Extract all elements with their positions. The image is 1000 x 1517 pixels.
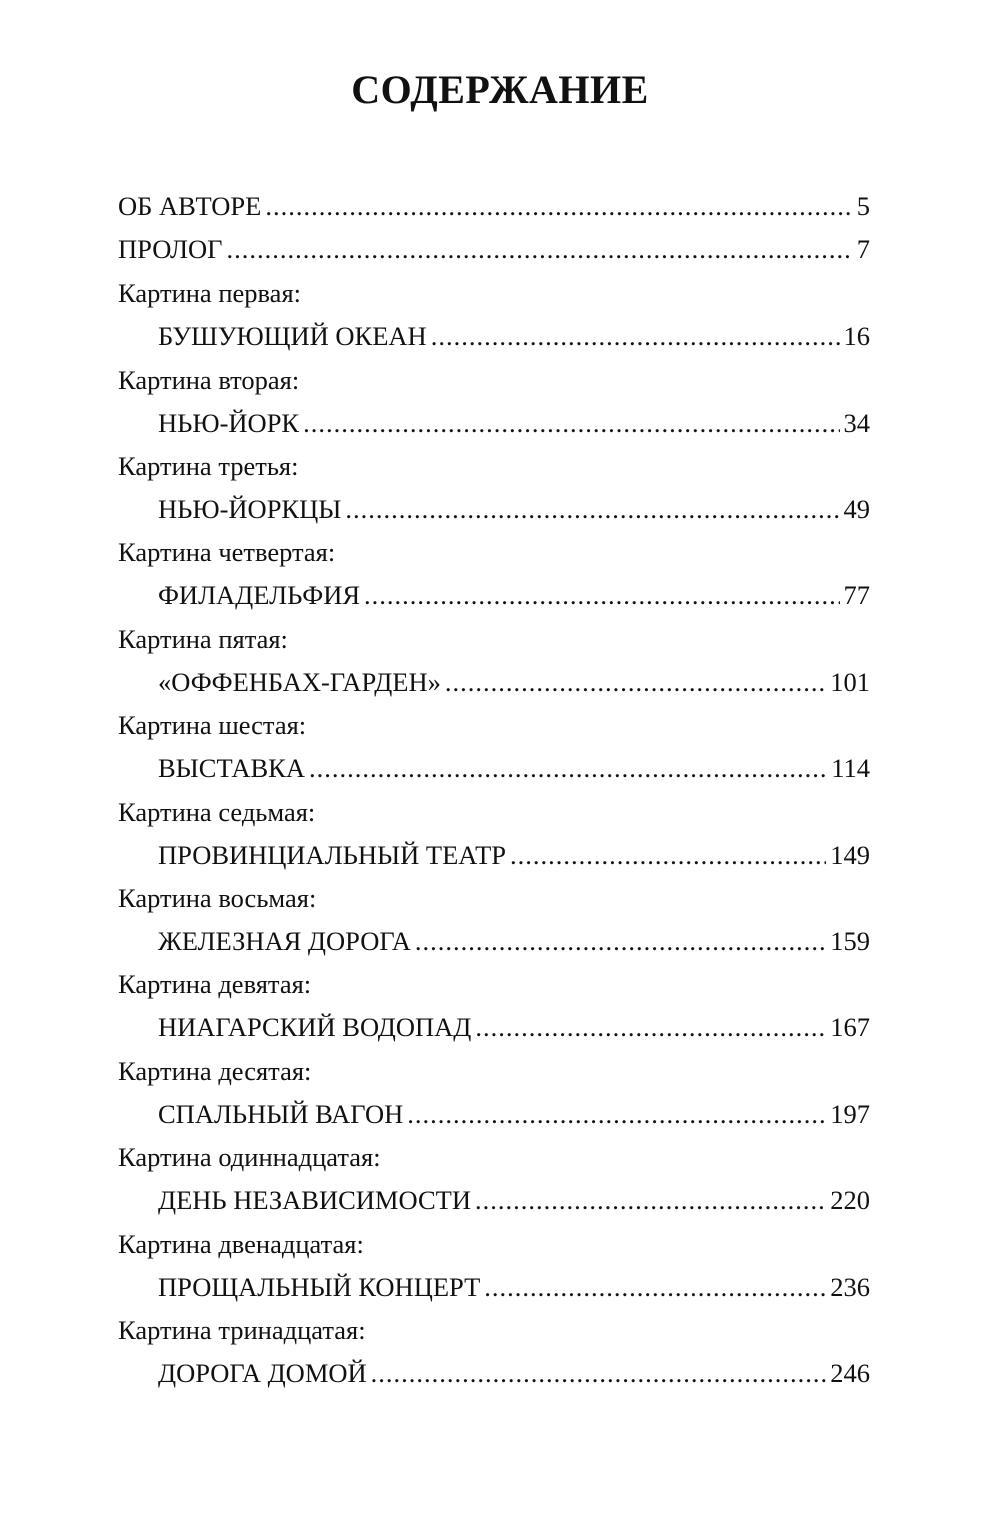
dot-leader [407, 1097, 826, 1131]
toc-page-number: 149 [830, 840, 870, 870]
toc-page-number: 220 [830, 1185, 870, 1215]
dot-leader [415, 924, 826, 958]
toc-page-number: 49 [843, 494, 870, 524]
dot-leader [484, 1270, 826, 1304]
toc-entry-chapter[interactable] [158, 406, 870, 440]
chapter-heading: Картина вторая: [118, 365, 300, 395]
toc-entry-label: ПРОЛОГ [118, 234, 223, 264]
chapter-heading: Картина седьмая: [118, 797, 316, 827]
toc-page-number: 77 [843, 580, 870, 610]
dot-leader [510, 838, 826, 872]
toc-page-number: 159 [830, 926, 870, 956]
toc-entry-label: НЬЮ-ЙОРК [158, 408, 300, 438]
dot-leader [445, 665, 826, 699]
chapter-heading: Картина двенадцатая: [118, 1229, 364, 1259]
toc-entry-chapter[interactable] [158, 665, 870, 699]
dot-leader [475, 1010, 826, 1044]
toc-entry-label: ПРОВИНЦИАЛЬНЫЙ ТЕАТР [158, 840, 507, 870]
chapter-heading: Картина пятая: [118, 624, 288, 654]
toc-page-number: 34 [843, 408, 870, 438]
toc-entry-label: НЬЮ-ЙОРКЦЫ [158, 494, 342, 524]
toc-page-number: 114 [831, 753, 870, 783]
chapter-heading: Картина третья: [118, 451, 299, 481]
dot-leader [303, 406, 839, 440]
toc-entry-label: ЖЕЛЕЗНАЯ ДОРОГА [158, 926, 411, 956]
chapter-heading: Картина тринадцатая: [118, 1315, 366, 1345]
toc-entry-chapter[interactable] [158, 319, 870, 353]
toc-entry-chapter[interactable] [158, 924, 870, 958]
dot-leader [475, 1183, 826, 1217]
dot-leader [345, 492, 839, 526]
toc-page-number: 236 [830, 1272, 870, 1302]
toc-entry-chapter[interactable] [158, 1097, 870, 1131]
toc-entry-label: ФИЛАДЕЛЬФИЯ [158, 580, 361, 610]
toc-entry-chapter[interactable] [158, 1010, 870, 1044]
toc-entry-label: БУШУЮЩИЙ ОКЕАН [158, 321, 427, 351]
toc-entry-chapter[interactable] [158, 751, 870, 785]
toc-entry-chapter[interactable] [158, 1183, 870, 1217]
toc-entry-label: НИАГАРСКИЙ ВОДОПАД [158, 1012, 472, 1042]
toc-entry-chapter[interactable] [158, 578, 870, 612]
toc-page-number: 197 [830, 1099, 870, 1129]
toc-entry-prologue[interactable] [118, 232, 870, 266]
chapter-heading: Картина первая: [118, 278, 301, 308]
chapter-heading: Картина девятая: [118, 969, 312, 999]
toc-entry-label: ДОРОГА ДОМОЙ [158, 1358, 367, 1388]
toc-page-number: 246 [830, 1358, 870, 1388]
dot-leader [226, 232, 852, 266]
toc-entry-chapter[interactable] [158, 838, 870, 872]
toc-page-number: 7 [856, 234, 870, 264]
toc-entry-label: «ОФФЕНБАХ-ГАРДЕН» [158, 667, 441, 697]
toc-entry-chapter[interactable] [158, 1270, 870, 1304]
toc-entry-label: СПАЛЬНЫЙ ВАГОН [158, 1099, 404, 1129]
toc-entry-chapter[interactable] [158, 492, 870, 526]
dot-leader [265, 189, 852, 223]
dot-leader [431, 319, 840, 353]
toc-entry-label: ОБ АВТОРЕ [118, 191, 262, 221]
chapter-heading: Картина одиннадцатая: [118, 1142, 381, 1172]
toc-entry-label: ВЫСТАВКА [158, 753, 305, 783]
chapter-heading: Картина шестая: [118, 710, 307, 740]
toc-page-number: 101 [830, 667, 870, 697]
chapter-heading: Картина четвертая: [118, 537, 336, 567]
page-title: СОДЕРЖАНИЕ [351, 67, 649, 112]
dot-leader [371, 1356, 827, 1390]
chapter-heading: Картина восьмая: [118, 883, 317, 913]
toc-entry-chapter[interactable] [158, 1356, 870, 1390]
toc-entry-label: ПРОЩАЛЬНЫЙ КОНЦЕРТ [158, 1272, 481, 1302]
toc-entry-about-author[interactable] [118, 189, 870, 223]
chapter-heading: Картина десятая: [118, 1056, 312, 1086]
toc-entry-label: ДЕНЬ НЕЗАВИСИМОСТИ [158, 1185, 471, 1215]
dot-leader [364, 578, 839, 612]
dot-leader [309, 751, 827, 785]
toc-page-number: 16 [843, 321, 870, 351]
toc-page-number: 167 [830, 1012, 870, 1042]
toc-page-number: 5 [856, 191, 870, 221]
